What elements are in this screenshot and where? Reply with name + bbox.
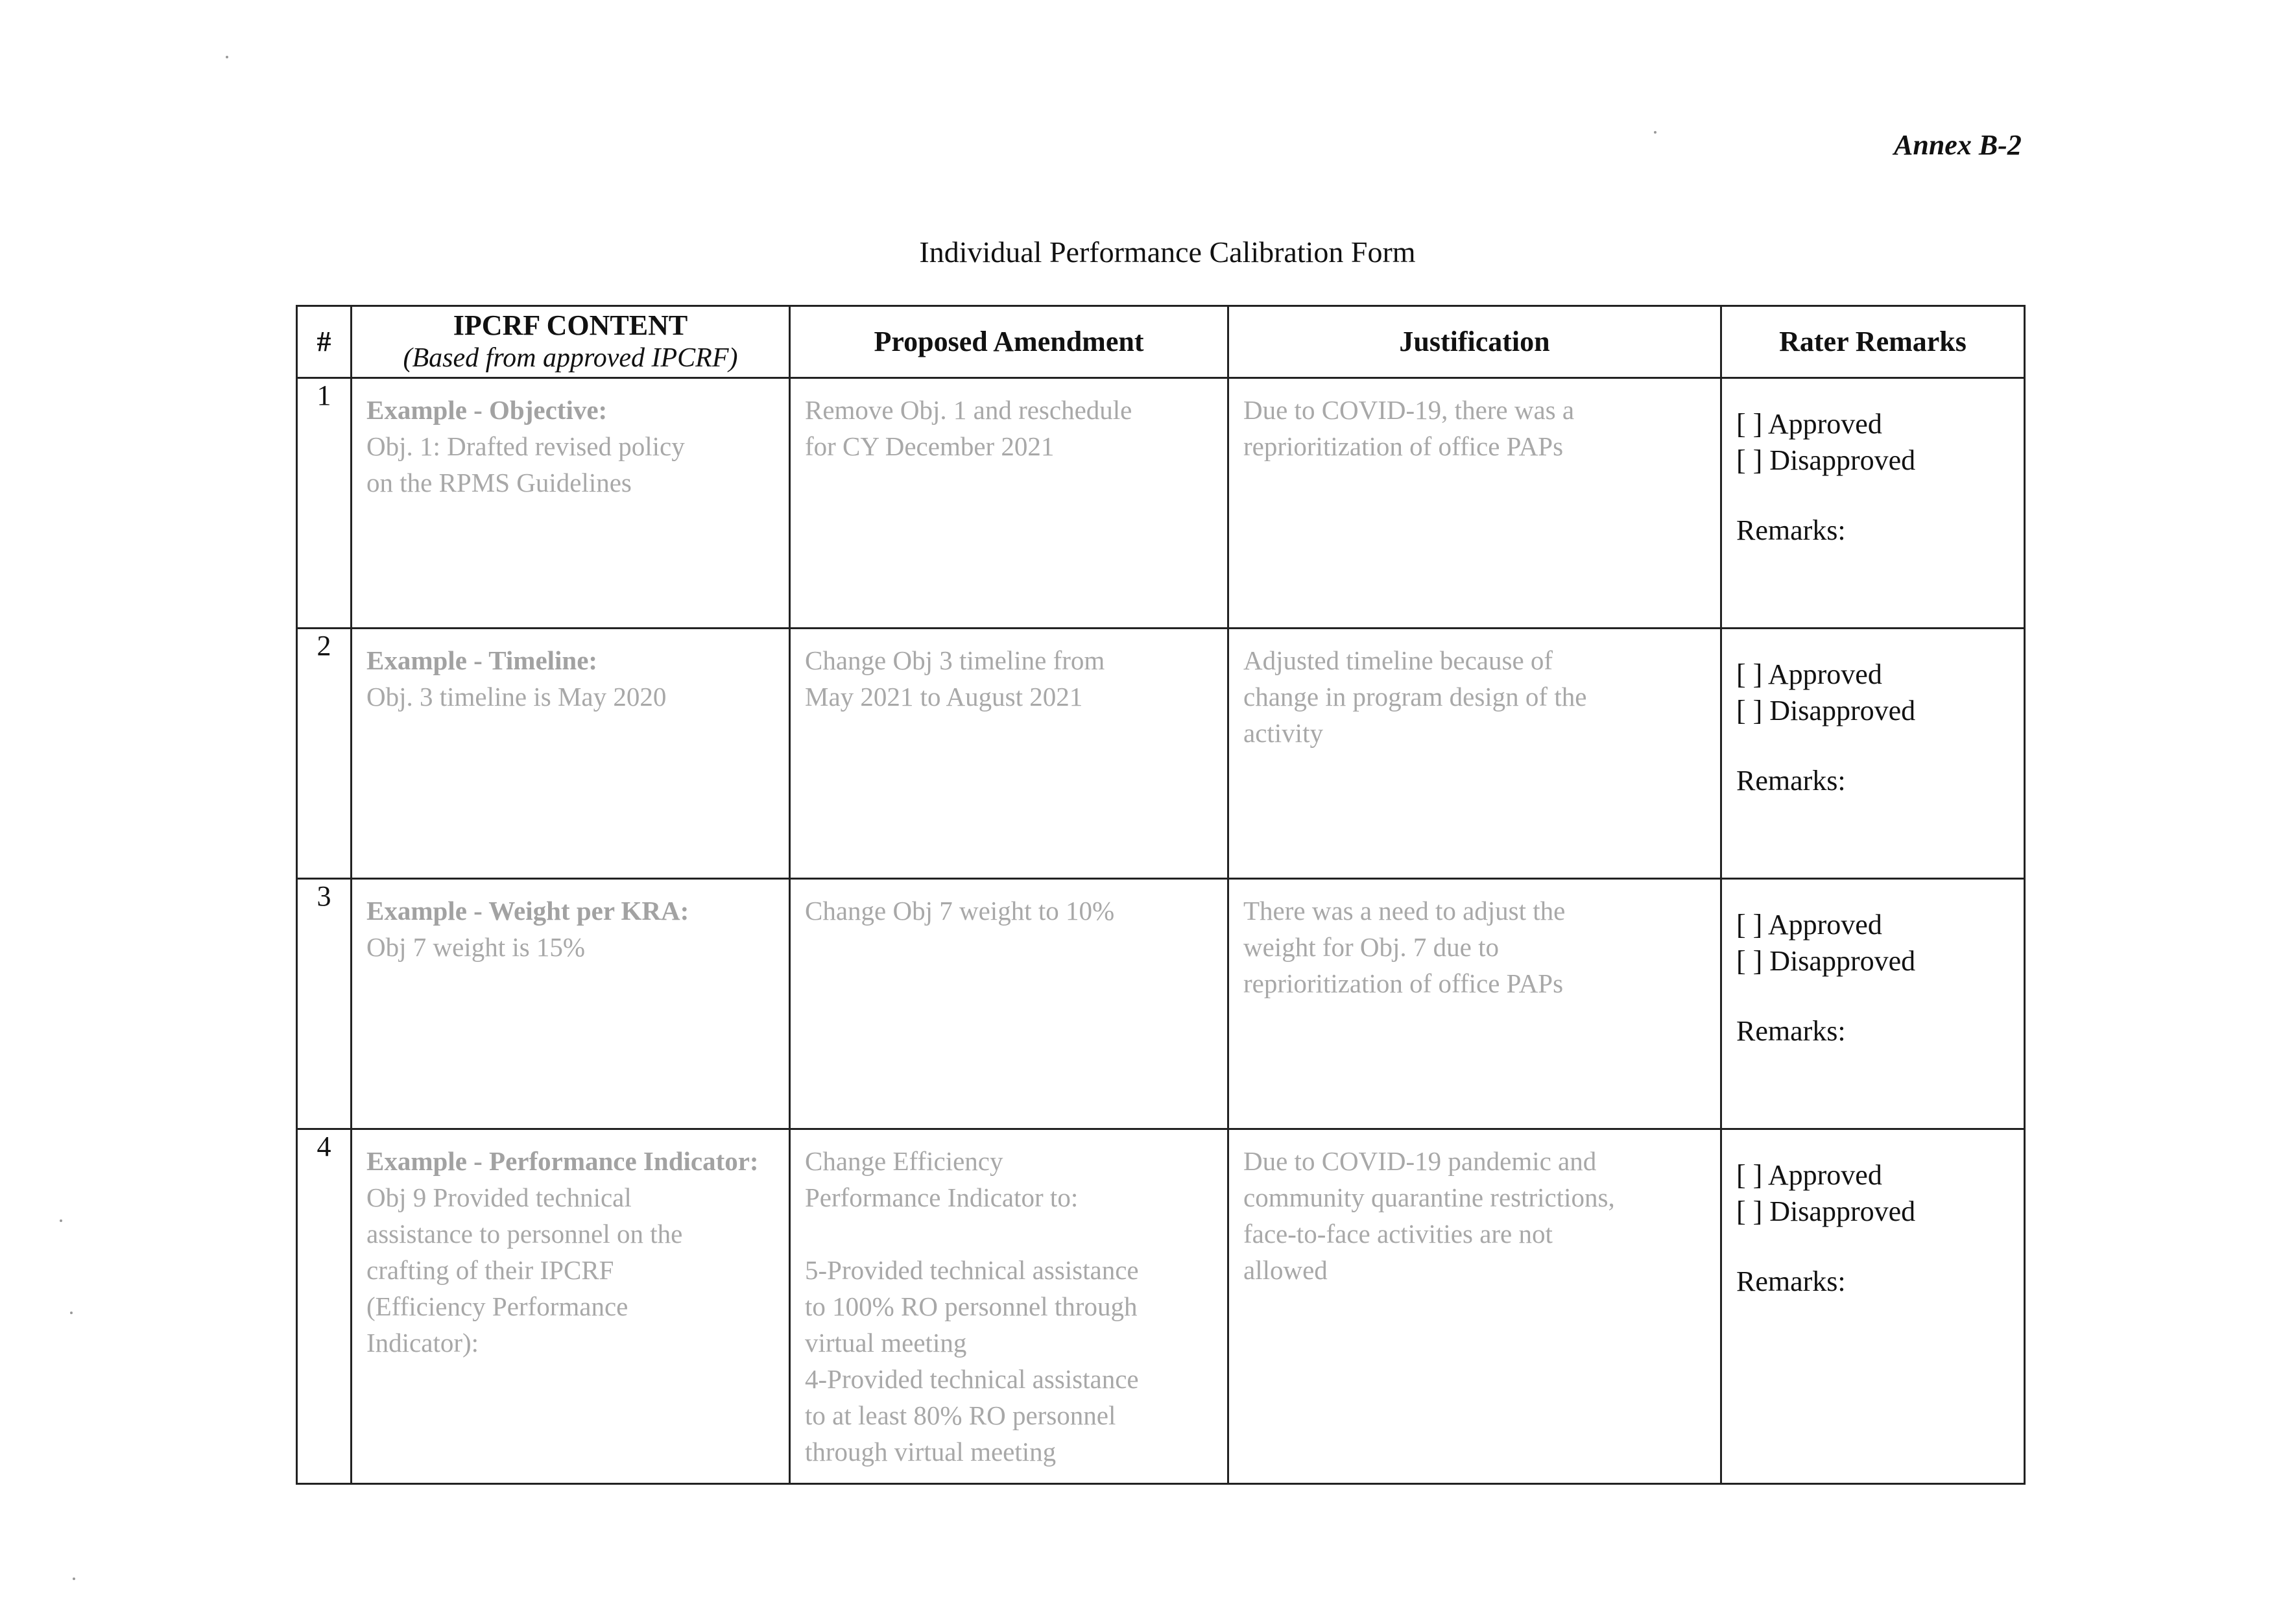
content-line: Obj 9 Provided technical [366, 1182, 632, 1212]
remarks-label: Remarks: [1736, 1015, 1846, 1047]
row-number: 3 [297, 879, 352, 1129]
justification-cell [1228, 879, 1721, 1129]
ipcrf-content [352, 629, 789, 728]
justification [1229, 629, 1720, 764]
table-row [297, 879, 2025, 1129]
disapproved-checkbox[interactable]: [ ] Disapproved [1736, 945, 1916, 977]
row-number: 2 [297, 629, 352, 879]
header-proposed-amendment: Proposed Amendment [790, 306, 1228, 378]
approved-checkbox[interactable]: [ ] Approved [1736, 658, 1882, 690]
approved-checkbox[interactable]: [ ] Approved [1736, 909, 1882, 941]
rater-remarks [1722, 629, 2024, 799]
amendment-line: Change Obj 3 timeline from [805, 645, 1105, 675]
remarks-label: Remarks: [1736, 765, 1846, 797]
justification-line: face-to-face activities are not [1243, 1219, 1553, 1249]
approved-checkbox[interactable]: [ ] Approved [1736, 1159, 1882, 1191]
ipcrf-content [352, 379, 789, 514]
justification-line: allowed [1243, 1255, 1328, 1285]
amendment-line: virtual meeting [805, 1328, 967, 1358]
header-justification: Justification [1228, 306, 1721, 378]
justification-cell [1228, 378, 1721, 629]
disapproved-checkbox[interactable]: [ ] Disapproved [1736, 1195, 1916, 1227]
amendment-line: to at least 80% RO personnel [805, 1400, 1116, 1430]
proposed-amendment [791, 379, 1227, 477]
calibration-table [296, 305, 2026, 1485]
proposed-amendment [791, 629, 1227, 728]
remarks-label: Remarks: [1736, 1265, 1846, 1297]
ipcrf-content-cell [352, 879, 790, 1129]
justification [1229, 1130, 1720, 1301]
ipcrf-content-cell [352, 378, 790, 629]
header-rater-remarks: Rater Remarks [1721, 306, 2025, 378]
proposed-amendment-cell [790, 1129, 1228, 1484]
content-example-label: Example - Performance Indicator: [366, 1146, 759, 1176]
remarks-label: Remarks: [1736, 514, 1846, 546]
proposed-amendment-cell [790, 879, 1228, 1129]
justification-line: Due to COVID-19 pandemic and [1243, 1146, 1597, 1176]
amendment-line: through virtual meeting [805, 1437, 1057, 1467]
table-body [297, 378, 2025, 1484]
proposed-amendment-cell [790, 378, 1228, 629]
scan-speck [73, 1577, 75, 1580]
ipcrf-content [352, 880, 789, 978]
ipcrf-content-cell [352, 629, 790, 879]
ipcrf-content [352, 1130, 789, 1374]
form-title: Individual Performance Calibration Form [919, 235, 1416, 269]
justification-line: change in program design of the [1243, 682, 1587, 712]
content-line: assistance to personnel on the [366, 1219, 683, 1249]
proposed-amendment [791, 1130, 1227, 1483]
amendment-line: May 2021 to August 2021 [805, 682, 1083, 712]
amendment-line: 5-Provided technical assistance [805, 1255, 1139, 1285]
disapproved-checkbox[interactable]: [ ] Disapproved [1736, 695, 1916, 726]
justification-cell [1228, 629, 1721, 879]
rater-remarks [1722, 1130, 2024, 1300]
content-example-label: Example - Objective: [366, 395, 608, 425]
content-line: (Efficiency Performance [366, 1291, 628, 1321]
header-ipcrf-content [352, 306, 790, 378]
header-row [297, 306, 2025, 378]
table-row [297, 629, 2025, 879]
content-line: Obj. 1: Drafted revised policy [366, 431, 685, 461]
annex-label: Annex B-2 [1894, 129, 2022, 161]
justification-line: Due to COVID-19, there was a [1243, 395, 1575, 425]
amendment-line: Remove Obj. 1 and reschedule [805, 395, 1132, 425]
proposed-amendment [791, 880, 1227, 942]
justification-cell [1228, 1129, 1721, 1484]
content-line: Indicator): [366, 1328, 479, 1358]
content-line: crafting of their IPCRF [366, 1255, 614, 1285]
scan-speck [60, 1219, 62, 1222]
justification [1229, 379, 1720, 477]
header-number: # [297, 306, 352, 378]
justification [1229, 880, 1720, 1014]
amendment-line: Change Efficiency [805, 1146, 1003, 1176]
rater-remarks-cell [1721, 1129, 2025, 1484]
amendment-line: for CY December 2021 [805, 431, 1055, 461]
content-example-label: Example - Timeline: [366, 645, 598, 675]
content-line: Obj 7 weight is 15% [366, 932, 586, 962]
proposed-amendment-cell [790, 629, 1228, 879]
line-gap [805, 1216, 1213, 1252]
justification-line: Adjusted timeline because of [1243, 645, 1553, 675]
row-number: 4 [297, 1129, 352, 1484]
justification-line: community quarantine restrictions, [1243, 1182, 1615, 1212]
approved-checkbox[interactable]: [ ] Approved [1736, 408, 1882, 440]
content-line: on the RPMS Guidelines [366, 468, 632, 498]
content-example-label: Example - Weight per KRA: [366, 896, 689, 926]
header-content-main: IPCRF CONTENT [453, 309, 688, 341]
amendment-line: Performance Indicator to: [805, 1182, 1079, 1212]
row-number: 1 [297, 378, 352, 629]
ipcrf-content-cell [352, 1129, 790, 1484]
scan-speck [1654, 131, 1656, 134]
justification-line: reprioritization of office PAPs [1243, 431, 1564, 461]
rater-remarks [1722, 880, 2024, 1049]
justification-line: weight for Obj. 7 due to [1243, 932, 1499, 962]
scan-speck [70, 1312, 73, 1314]
justification-line: activity [1243, 718, 1323, 748]
table-row [297, 1129, 2025, 1484]
rater-remarks-cell [1721, 879, 2025, 1129]
disapproved-checkbox[interactable]: [ ] Disapproved [1736, 444, 1916, 476]
scan-speck [226, 56, 228, 58]
justification-line: reprioritization of office PAPs [1243, 968, 1564, 998]
content-line: Obj. 3 timeline is May 2020 [366, 682, 667, 712]
table-row [297, 378, 2025, 629]
rater-remarks-cell [1721, 629, 2025, 879]
rater-remarks-cell [1721, 378, 2025, 629]
amendment-line: to 100% RO personnel through [805, 1291, 1138, 1321]
header-content-sub: (Based from approved IPCRF) [403, 343, 738, 373]
amendment-line: Change Obj 7 weight to 10% [805, 896, 1115, 926]
justification-line: There was a need to adjust the [1243, 896, 1566, 926]
amendment-line: 4-Provided technical assistance [805, 1364, 1139, 1394]
rater-remarks [1722, 379, 2024, 549]
